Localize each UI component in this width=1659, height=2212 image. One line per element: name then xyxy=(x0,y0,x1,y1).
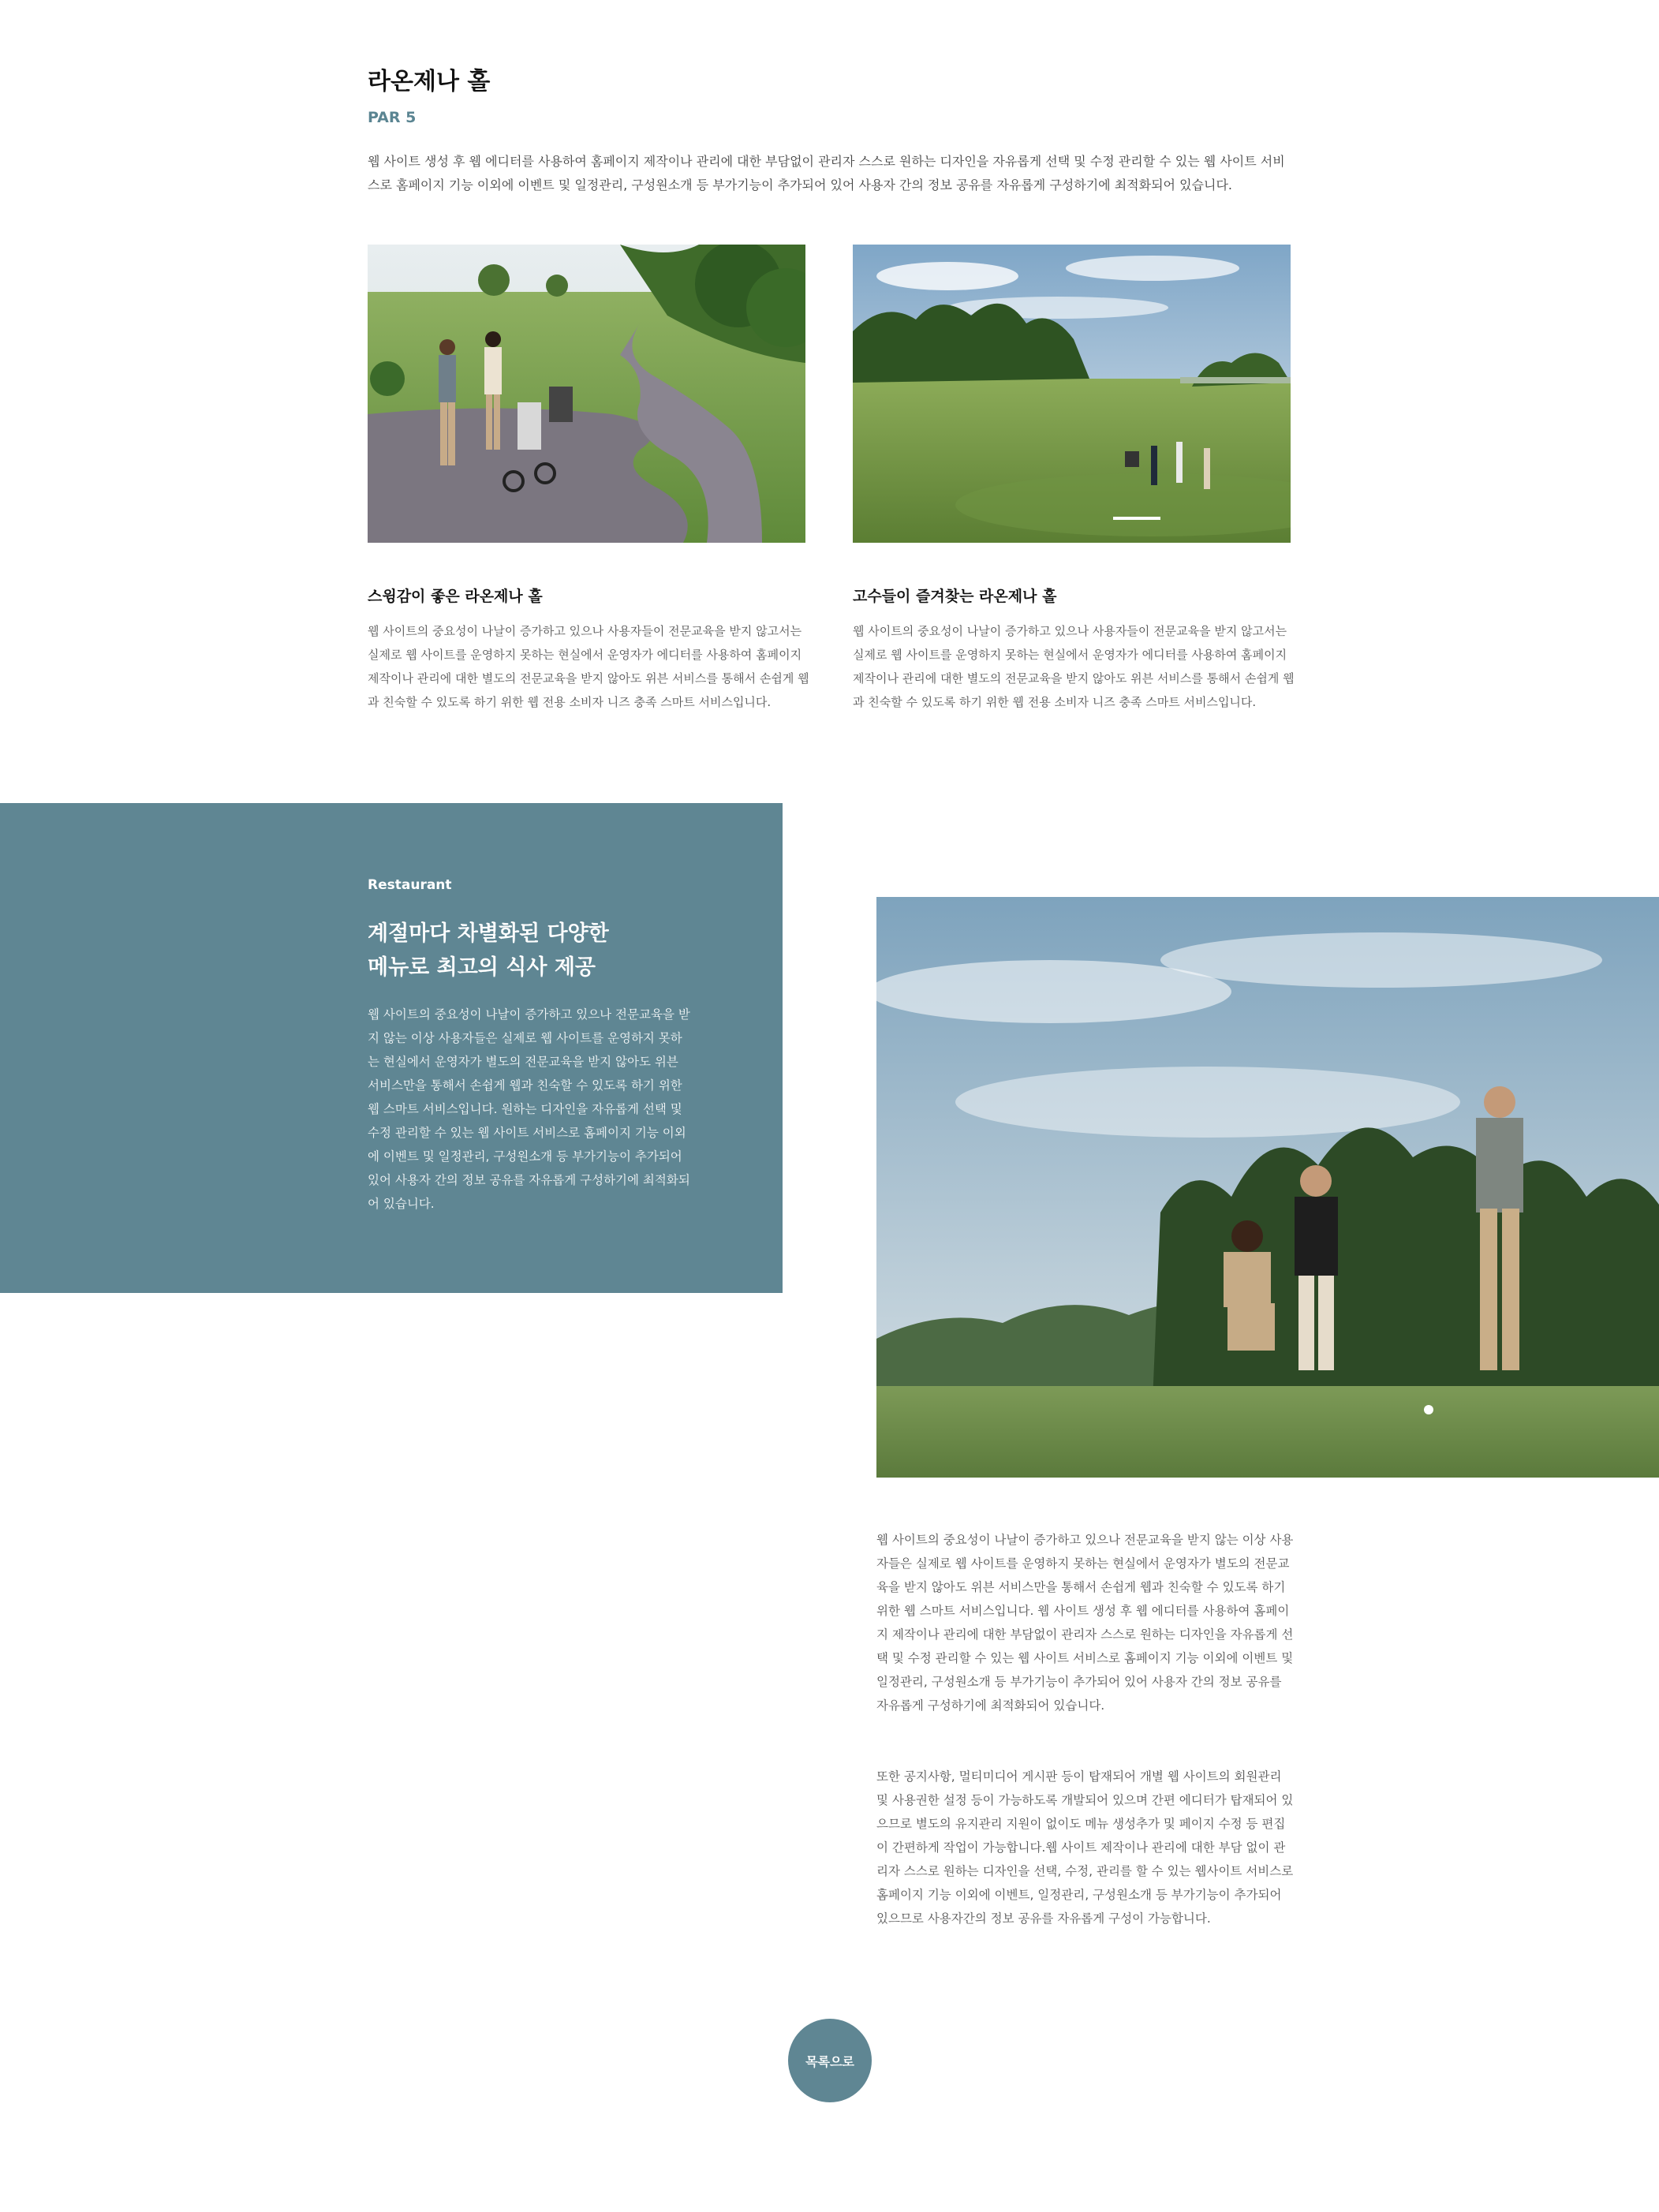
card-text: 웹 사이트의 중요성이 나날이 증가하고 있으나 사용자들이 전문교육을 받지 않고서는 실제로 웹 사이트를 운영하지 못하는 현실에서 운영자가 에디터를 사용하여 홈페이지 제작이나 관리에 대한 별도의 전문교육을 받지 않아도 위븐 서비스를 통해서 손쉽게 웹과 친숙할 수 있도록 하기 위한 웹 전용 소비자 니즈 충족 스마트 서비스입니다. xyxy=(368,624,809,709)
back-to-list-button[interactable]: 목록으로 xyxy=(788,2019,872,2102)
golf-course-fairway-photo xyxy=(853,245,1291,543)
body-paragraph: 또한 공지사항, 멀티미디어 게시판 등이 탑재되어 개별 웹 사이트의 회원관리 및 사용권한 설정 등이 가능하도록 개발되어 있으며 간편 에디터가 탑재되어 있으므로 별도의 유지관리 지원이 없이도 메뉴 생성추가 및 페이지 수정 등 편집이 간편하게 작업이 가능합니다.웹 사이트 제작이나 관리에 대한 부담 없이 관리자 스스로 원하는 디자인을 선택, 수정, 관리를 할 수 있는 웹사이트 서비스로 홈페이지 기능 이외에 이벤트, 일정관리, 구성원소개 등 부가기능이 추가되어 있으므로 사용자간의 정보 공유를 자유롭게 구성이 가능합니다. xyxy=(876,1769,1294,1926)
card-text: 웹 사이트의 중요성이 나날이 증가하고 있으나 사용자들이 전문교육을 받지 않고서는 실제로 웹 사이트를 운영하지 못하는 현실에서 운영자가 에디터를 사용하여 홈페이지 제작이나 관리에 대한 별도의 전문교육을 받지 않아도 위븐 서비스를 통해서 손쉽게 웹과 친숙할 수 있도록 하기 위한 웹 전용 소비자 니즈 충족 스마트 서비스입니다. xyxy=(853,624,1295,709)
restaurant-heading-line1: 계절마다 차별화된 다양한 xyxy=(368,921,609,946)
intro-text: 웹 사이트 생성 후 웹 에디터를 사용하여 홈페이지 제작이나 관리에 대한 부담없이 관리자 스스로 원하는 디자인을 자유롭게 선택 및 수정 관리할 수 있는 웹 사이트 서비스로 홈페이지 기능 이외에 이벤트 및 일정관리, 구성원소개 등 부가기능이 추가되어 있어 사용자 간의 정보 공유를 자유롭게 구성하기에 최적화되어 있습니다. xyxy=(368,154,1285,192)
golfers-walking-photo xyxy=(368,245,805,543)
restaurant-label: Restaurant xyxy=(368,877,452,893)
golfers-putting-photo xyxy=(876,897,1659,1478)
restaurant-heading-line2: 메뉴로 최고의 식사 제공 xyxy=(368,955,596,980)
par-label: PAR 5 xyxy=(368,109,417,126)
restaurant-text: 웹 사이트의 중요성이 나날이 증가하고 있으나 전문교육을 받지 않는 이상 사용자들은 실제로 웹 사이트를 운영하지 못하는 현실에서 운영자가 별도의 전문교육을 받지 않아도 위븐 서비스만을 통해서 손쉽게 웹과 친숙할 수 있도록 하기 위한 웹 스마트 서비스입니다. 원하는 디자인을 자유롭게 선택 및 수정 관리할 수 있는 웹 사이트 서비스로 홈페이지 기능 이외에 이벤트 및 일정관리, 구성원소개 등 부가기능이 추가되어 있어 사용자 간의 정보 공유를 자유롭게 구성하기에 최적화되어 있습니다. xyxy=(368,1007,690,1211)
page-title: 라온제나 홀 xyxy=(368,68,491,95)
card-title: 스윙감이 좋은 라온제나 홀 xyxy=(368,588,543,605)
card-title: 고수들이 즐겨찾는 라온제나 홀 xyxy=(853,588,1057,605)
body-paragraph: 웹 사이트의 중요성이 나날이 증가하고 있으나 전문교육을 받지 않는 이상 사용자들은 실제로 웹 사이트를 운영하지 못하는 현실에서 운영자가 별도의 전문교육을 받지 않아도 위븐 서비스만을 통해서 손쉽게 웹과 친숙할 수 있도록 하기 위한 웹 스마트 서비스입니다. 웹 사이트 생성 후 웹 에디터를 사용하여 홈페이지 제작이나 관리에 대한 부담없이 관리자 스스로 원하는 디자인을 자유롭게 선택 및 수정 관리할 수 있는 웹 사이트 서비스로 홈페이지 기능 이외에 이벤트 및 일정관리, 구성원소개 등 부가기능이 추가되어 있어 사용자 간의 정보 공유를 자유롭게 구성하기에 최적화되어 있습니다. xyxy=(876,1533,1294,1713)
restaurant-heading xyxy=(368,917,715,985)
